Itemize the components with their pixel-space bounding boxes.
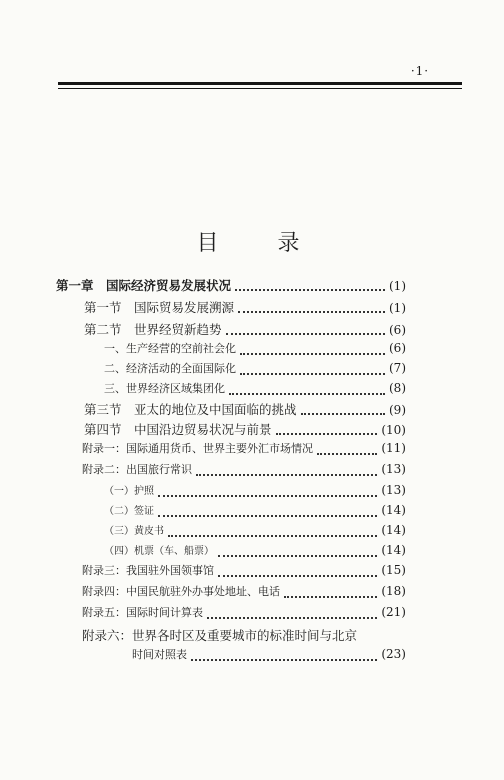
leader-dots (317, 452, 377, 455)
toc-entry-appendix-2-item-3[interactable]: （三）黄皮书 (14) (104, 523, 406, 537)
toc-entry-appendix-4[interactable]: 附录四：中国民航驻外办事处地址、电话 (18) (82, 584, 406, 598)
toc-entry-appendix-2-item-4[interactable]: （四）机票（车、船票） (14) (104, 543, 406, 557)
toc-entry-appendix-5[interactable]: 附录五：国际时间计算表 (21) (82, 605, 406, 619)
leader-dots (240, 372, 385, 375)
toc-entry-appendix-6[interactable]: 附录六：世界各时区及重要城市的标准时间与北京 (82, 628, 358, 643)
leader-dots (276, 432, 378, 435)
toc-entry-appendix-6-cont[interactable]: 时间对照表 (23) (132, 647, 406, 661)
toc-entry-subsection-2[interactable]: 二、经济活动的全面国际化 (7) (104, 361, 406, 375)
leader-dots (168, 534, 377, 537)
leader-dots (240, 352, 385, 355)
leader-dots (301, 412, 385, 415)
toc-entry-section-4[interactable]: 第四节 中国沿边贸易状况与前景 (10) (84, 422, 406, 437)
toc-entry-subsection-3[interactable]: 三、世界经济区域集团化 (8) (104, 381, 406, 395)
leader-dots (158, 514, 377, 517)
toc-entry-appendix-2-item-1[interactable]: （一）护照 (13) (104, 483, 406, 497)
toc-entry-subsection-1[interactable]: 一、生产经营的空前社会化 (6) (104, 341, 406, 355)
leader-dots (158, 494, 377, 497)
toc-entry-chapter-1[interactable]: 第一章 国际经济贸易发展状况 (1) (56, 278, 406, 293)
leader-dots (218, 574, 377, 577)
toc-entry-section-1[interactable]: 第一节 国际贸易发展溯源 (1) (84, 300, 406, 315)
toc-entry-appendix-2-item-2[interactable]: （二）签证 (14) (104, 503, 406, 517)
leader-dots (235, 288, 385, 291)
leader-dots (229, 392, 385, 395)
toc-entry-appendix-3[interactable]: 附录三：我国驻外国领事馆 (15) (82, 563, 406, 577)
toc-title: 目 录 (196, 231, 326, 256)
leader-dots (207, 616, 377, 619)
leader-dots (238, 310, 385, 313)
toc-entry-appendix-1[interactable]: 附录一：国际通用货币、世界主要外汇市场情况 (11) (82, 441, 406, 455)
toc-entry-section-2[interactable]: 第二节 世界经贸新趋势 (6) (84, 322, 406, 337)
leader-dots (226, 332, 385, 335)
leader-dots (196, 473, 377, 476)
leader-dots (191, 658, 377, 661)
toc-entry-appendix-2[interactable]: 附录二：出国旅行常识 (13) (82, 462, 406, 476)
leader-dots (218, 554, 377, 557)
toc-entry-section-3[interactable]: 第三节 亚太的地位及中国面临的挑战 (9) (84, 402, 406, 417)
leader-dots (284, 595, 377, 598)
page-number: ·1· (410, 64, 430, 78)
